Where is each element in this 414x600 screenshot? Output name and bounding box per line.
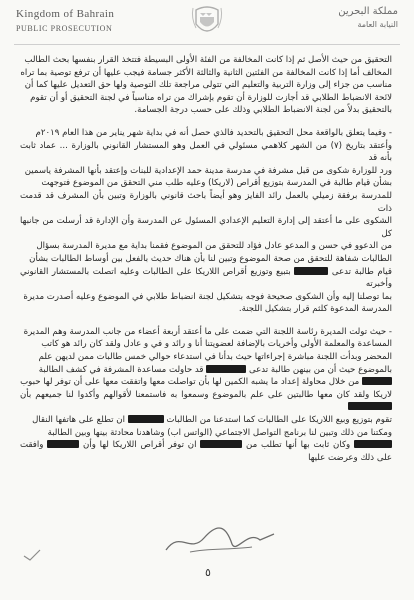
text-line: التحقيق من حيث الأصل ثم إذا كانت المخالفة من الفئة الأولى البسيطة فتتخذ القرار بنفسها بحث الطالب xyxy=(24,55,392,65)
text-line: - حيث تولت المديرة رئاسة اللجنة التي ضمت على ما أعتقد أربعة أعضاء من جانب المدرسة وهم المديرة xyxy=(23,326,392,337)
text-line: - وفيما يتعلق بالواقعة محل التحقيق بالتحديد فالذي حصل أنه في بداية شهر يناير من هذا العام ٢٠١٩م xyxy=(35,127,392,138)
text-line: بالموضوع حيث أن من بينهن طالبة تدعى قد حاولت مساعدة المشرفة في كشف الطالبة xyxy=(38,364,392,375)
text-line: من الدعوو في حسن و المدعو عادل فؤاد للتحقق من الموضوع فقمنا بداية مع مديرة المدرسة بسؤال xyxy=(36,241,392,252)
coat-of-arms-emblem xyxy=(190,4,224,40)
text-line: تقوم بتوزيع وبيع اللاريكا على الطالبات كما استدعنا من الطالبات ان تطلع على هاتفها النقال xyxy=(32,415,392,426)
paragraph xyxy=(20,127,392,316)
text-line: المدرسة المدعوة كلثم قرار بتشكيل اللجنة. xyxy=(238,304,392,315)
redaction-bar xyxy=(47,440,79,448)
text-line: بشأن قيام طالبة في المدرسة بتوزيع أقراص (لاريكا) وعليه طلب مني التحقق من الموضوع فتوجهت xyxy=(41,178,392,189)
letterhead-english-line2: PUBLIC PROSECUTION xyxy=(16,24,113,33)
text-line: للمدرسة برفقة زميلي بالعمل رائد الفايز وهو أيضاً باحث قانوني بالوزارة وتبين بأن المشرف قد قدمت ذات xyxy=(20,190,392,214)
text-line: بما توصلنا إليه وأن الشكوى صحيحة فوجه بتشكيل لجنة انضباط طلابي في الموضوع وعليه أصدرت مديرة xyxy=(23,291,392,302)
letterhead-arabic-line1: مملكة البحرين xyxy=(338,6,398,17)
text-line: الشكوى على ما أعتقد إلى إدارة التعليم الإعدادي المسئول عن المدرسة وأن الإدارة قد أرسلت من جانبها كل xyxy=(20,216,392,239)
paragraph xyxy=(20,326,392,465)
handwritten-mark xyxy=(22,548,42,562)
document-body xyxy=(20,54,392,474)
text-line: مناسب من جزاء إلى وزارة التربية والتعليم التي تتولى مراجعة تلك التوصية ولها حق التعديل عليها كما أن xyxy=(24,80,392,91)
redaction-bar xyxy=(354,440,392,448)
text-line: وكان ثابت بها أنها تطلب من ان توفر أقراص اللاريكا لها وأن وافقت على ذلك وعرضت عليها xyxy=(20,440,392,463)
text-line: من خلال محاولة إعداد ما يشبه الكمين لها بأن تواصلت معها واتفقت معها على أن توفر لها حبوب xyxy=(20,376,392,389)
text-line: وأعتقد بتاريخ (٧) من الشهر كلاهمي مسئولي في العمل وهو المستشار القانوني بالوزارة ... عماد ثابت بأنه قد xyxy=(20,140,392,164)
letterhead-english-line1: Kingdom of Bahrain xyxy=(16,8,115,20)
paragraph xyxy=(20,54,392,117)
header-divider xyxy=(14,44,400,45)
letterhead-arabic-line2: النيابة العامة xyxy=(357,20,398,29)
text-line: لائحة الانضباط الطلابي قد أجازت للوزارة أن تقوم بإشراك من تراه مناسباً في لجنة التحقيق أو أن تقوم xyxy=(30,92,392,103)
handwritten-signature xyxy=(160,520,280,560)
redaction-bar xyxy=(206,365,246,373)
text-line: ومكتنا من ذلك وتبين لنا برنامج التواصل الاجتماعي (الواتس اب) وشاهدنا محادثة بينها وبين الطالبة xyxy=(47,427,392,438)
page-number: ٥ xyxy=(205,566,211,579)
text-line: المحضر وبدأت اللجنة مباشرة إجراءاتها حيث بدأنا في استدعاء حوالي خمس طالبات ممن لديهن علم xyxy=(38,352,392,363)
redaction-bar xyxy=(362,377,392,385)
text-line: بالتحقيق بدلاً من لجنة الانضباط الطلابي وذلك على حسب درجة الجسامة. xyxy=(134,105,392,116)
text-line: قيام طالبة تدعى بتبيع وتوزيع أقراص اللاريكا على الطالبات وعليه اتصلت بالمستشار القانوني وأخبرته xyxy=(20,266,392,290)
redaction-bar xyxy=(128,415,164,423)
redaction-bar xyxy=(348,402,392,410)
text-line: المساعدة والمعلمة الأولى وأخريات بالإضافة لعضويتنا أنا و رائد و في و عادل ولقد كان رائد هو كاتب xyxy=(41,339,392,350)
letterhead-arabic xyxy=(268,6,398,29)
redaction-bar xyxy=(294,267,328,275)
redaction-bar xyxy=(200,440,242,448)
text-line: المخالف أما إذا كانت المخالفة من الفئتين الثانية والثالثة الأكثر جسامة فيجب عليها أن ترفع توصية بما تراه xyxy=(20,67,392,78)
letterhead-english xyxy=(16,8,146,33)
text-line: ورد للوزارة شكوى من قبل مشرفة في مدرسة مدينة حمد الإعدادية للبنات وإعتقد بأنها المشرفة ياسمين xyxy=(24,165,392,176)
text-line: الطالبات شفاهة للتحقق من صحة الموضوع وتبين لنا بأن هناك حديث بالفعل بين أوساط الطالبات بشأن xyxy=(29,253,392,264)
text-line: لاريكا ولقد كان معها طالبتين على علم بالموضوع وسمعوا به فاستمعنا لأقوالهم وأكدوا لنا جميعهم بأن xyxy=(20,389,392,414)
